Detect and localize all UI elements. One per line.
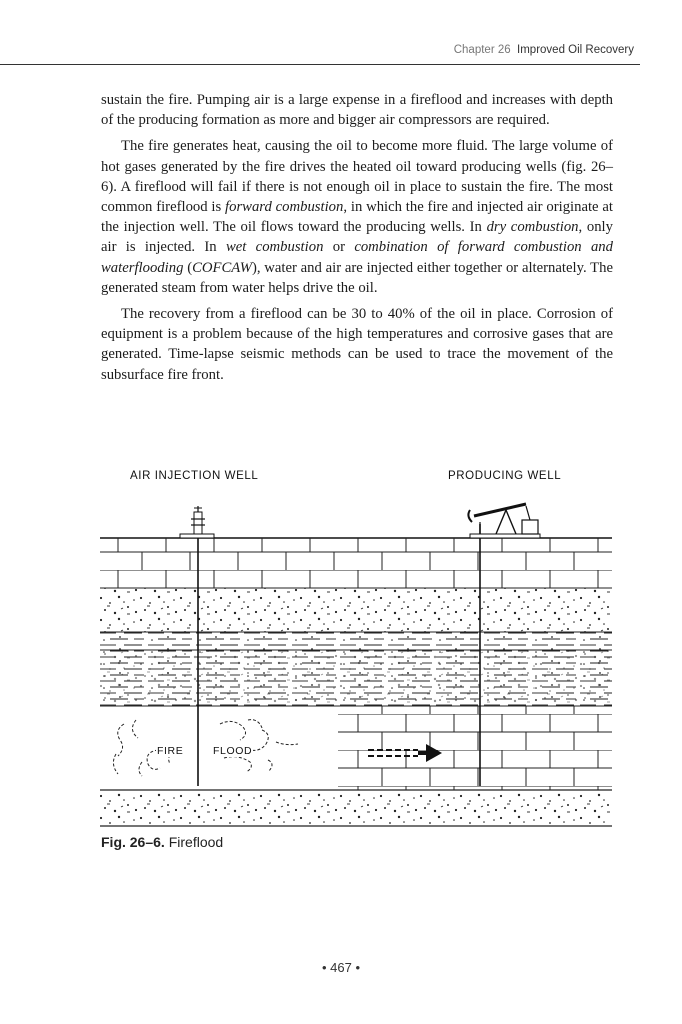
paragraph-1: sustain the fire. Pumping air is a large expense in a fireflood and increases with depth of the producing formation as more and bigger air compressors are required. <box>101 92 613 129</box>
fireflood-cross-section <box>98 462 616 832</box>
fire-label: FIRE <box>157 745 184 757</box>
term-cofcaw-long: combination of forward combustion and waterflooding <box>101 239 613 276</box>
figure-caption-text: Fireflood <box>164 834 224 850</box>
p2-text-e: , only air is injected. In <box>101 219 613 256</box>
term-cofcaw: COFCAW <box>192 259 252 276</box>
fireflood-figure <box>98 462 616 832</box>
paragraph-3: The recovery from a fireflood can be 30 to 40% of the oil in place. Corrosion of equipment is a problem because of the high temperatures and corrosive gases that are generated. Time-lapse seismic methods can be used to trace the movement of the subsurface fire front. <box>101 306 613 383</box>
p2-text-a: The fire generates heat, causing the oil to become more fluid. The large volume of hot gases generated by the fire drives the heated oil toward producing wells (fig. 26–6). A fireflood will fail if there is not enough oil in place to sustain the fire. The most common fireflood is <box>101 138 613 216</box>
body-text <box>101 90 613 391</box>
chapter-number: Chapter 26 <box>453 44 511 56</box>
term-forward-combustion: forward combustion <box>225 199 344 216</box>
p2-text-k: ), water and air are injected either together or alternately. The generated steam from water helps drive the oil. <box>101 259 613 296</box>
running-header <box>0 44 634 56</box>
header-rule <box>0 64 640 65</box>
paragraph-2 <box>101 136 613 298</box>
p2-text-g: or <box>323 239 355 256</box>
term-dry-combustion: dry combustion <box>486 219 579 236</box>
figure-caption <box>101 834 223 850</box>
term-wet-combustion: wet combustion <box>225 239 324 256</box>
p2-text-c: , in which the fire and injected air originate at the injection well. The oil flows toward the producing wells. In <box>101 199 613 236</box>
air-injection-well-label: AIR INJECTION WELL <box>130 470 259 482</box>
figure-number: Fig. 26–6. <box>101 834 165 850</box>
chapter-title: Improved Oil Recovery <box>517 44 634 56</box>
page-number: • 467 • <box>321 960 361 975</box>
p2-text-i: ( <box>183 259 193 276</box>
flood-label: FLOOD <box>213 745 253 757</box>
producing-well-label: PRODUCING WELL <box>448 470 562 482</box>
